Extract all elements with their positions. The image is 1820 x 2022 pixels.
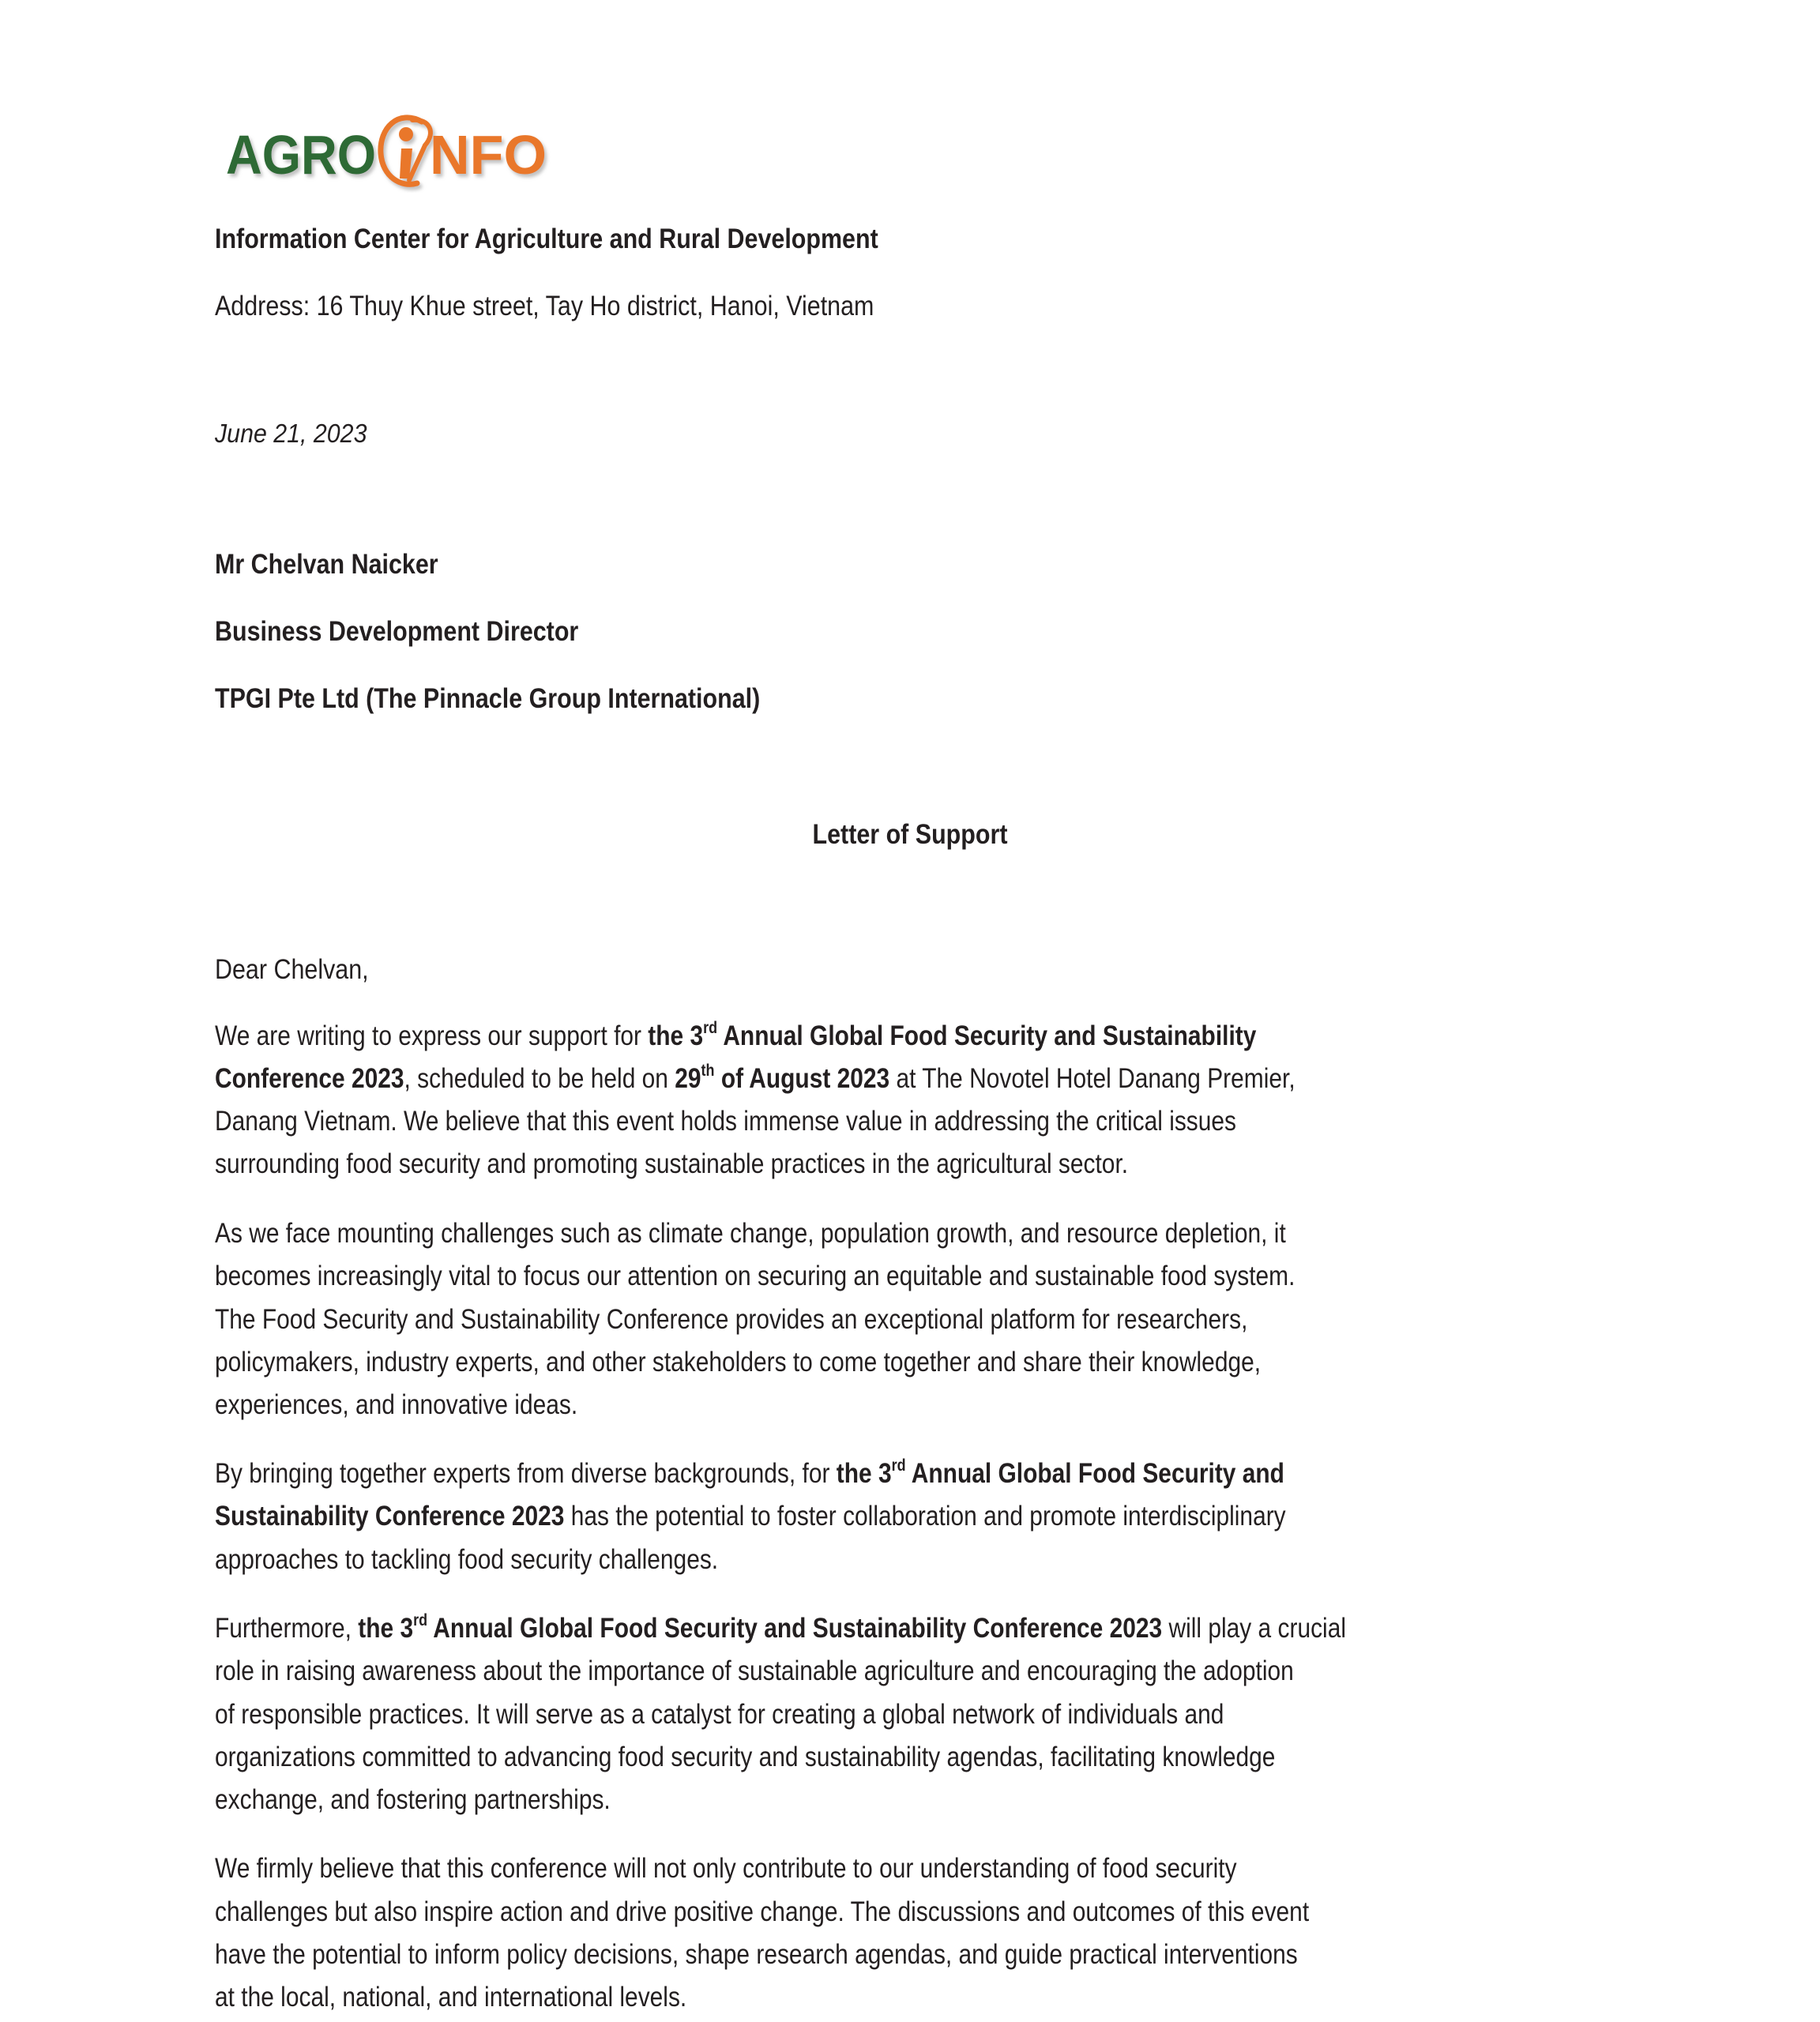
text-run: By bringing together experts from diverse backgrounds, for xyxy=(215,1458,837,1489)
paragraph-line: Danang Vietnam. We believe that this event holds immense value in addressing the critical issues xyxy=(215,1106,1237,1137)
paragraph-line: policymakers, industry experts, and other stakeholders to come together and share their knowledge, xyxy=(215,1347,1262,1377)
conference-name: Conference 2023 xyxy=(215,1063,404,1094)
text-run: 29 xyxy=(675,1063,701,1094)
ordinal-suffix: rd xyxy=(891,1456,906,1475)
text-run: will play a crucial xyxy=(1162,1613,1346,1644)
text-run: We are writing to express our support for xyxy=(215,1020,649,1051)
event-date xyxy=(675,1063,889,1094)
logo-text-nfo: NFO xyxy=(430,124,547,186)
paragraph-line: have the potential to inform policy decisions, shape research agendas, and guide practical interventions xyxy=(215,1939,1298,1970)
recipient-name: Mr Chelvan Naicker xyxy=(215,549,438,580)
text-run: the 3 xyxy=(648,1020,704,1051)
text-run: at The Novotel Hotel Danang Premier, xyxy=(889,1063,1295,1094)
conference-name xyxy=(837,1458,1284,1489)
paragraph-line xyxy=(215,1019,1256,1054)
paragraph-line: experiences, and innovative ideas. xyxy=(215,1389,578,1420)
paragraph-line: exchange, and fostering partnerships. xyxy=(215,1784,611,1815)
agroinfo-logo xyxy=(223,104,555,193)
paragraph-line: organizations committed to advancing food security and sustainability agendas, facilitating knowledge xyxy=(215,1742,1276,1772)
paragraph-line: becomes increasingly vital to focus our attention on securing an equitable and sustainable food system. xyxy=(215,1261,1295,1291)
recipient-title: Business Development Director xyxy=(215,616,579,647)
paragraph-line: The Food Security and Sustainability Conference provides an exceptional platform for researchers, xyxy=(215,1304,1248,1335)
paragraph-line: of responsible practices. It will serve as a catalyst for creating a global network of individuals and xyxy=(215,1699,1224,1730)
paragraph-line xyxy=(215,1456,1284,1491)
agroinfo-logo-graphic xyxy=(223,104,555,193)
info-i-icon xyxy=(381,118,431,184)
text-run: Furthermore, xyxy=(215,1613,359,1644)
letter-date: June 21, 2023 xyxy=(215,419,367,448)
text-run: Annual Global Food Security and Sustainability Conference 2023 xyxy=(427,1613,1163,1644)
paragraph-line xyxy=(215,1062,1295,1096)
conference-name xyxy=(648,1020,1256,1051)
conference-name xyxy=(358,1613,1162,1644)
ordinal-suffix: rd xyxy=(703,1019,718,1038)
text-run: Annual Global Food Security and xyxy=(905,1458,1284,1489)
paragraph-line xyxy=(215,1499,1286,1534)
text-run: Annual Global Food Security and Sustainability xyxy=(717,1020,1257,1051)
paragraph-line xyxy=(215,1611,1346,1646)
salutation: Dear Chelvan, xyxy=(215,954,369,985)
text-run: the 3 xyxy=(836,1458,892,1489)
paragraph-line: at the local, national, and international levels. xyxy=(215,1982,687,2013)
text-run: , scheduled to be held on xyxy=(404,1063,675,1094)
paragraph-line: surrounding food security and promoting sustainable practices in the agricultural sector. xyxy=(215,1148,1129,1179)
text-run: the 3 xyxy=(358,1613,414,1644)
logo-text-agro: AGRO xyxy=(226,124,376,186)
ordinal-suffix: rd xyxy=(413,1611,428,1630)
sender-organization: Information Center for Agriculture and Rural Development xyxy=(215,224,878,254)
paragraph-line: As we face mounting challenges such as climate change, population growth, and resource depletion, it xyxy=(215,1218,1286,1249)
text-run: has the potential to foster collaboration and promote interdisciplinary xyxy=(564,1501,1286,1532)
ordinal-suffix: th xyxy=(701,1062,715,1081)
paragraph-line: role in raising awareness about the importance of sustainable agriculture and encouraging the adoption xyxy=(215,1656,1294,1686)
paragraph-line: challenges but also inspire action and drive positive change. The discussions and outcomes of this event xyxy=(215,1896,1310,1927)
paragraph-line: We firmly believe that this conference will not only contribute to our understanding of food security xyxy=(215,1853,1237,1884)
paragraph-line: approaches to tackling food security challenges. xyxy=(215,1544,719,1575)
sender-address: Address: 16 Thuy Khue street, Tay Ho district, Hanoi, Vietnam xyxy=(215,291,874,321)
recipient-company: TPGI Pte Ltd (The Pinnacle Group International) xyxy=(215,683,761,714)
conference-name: Sustainability Conference 2023 xyxy=(215,1501,565,1532)
text-run: of August 2023 xyxy=(714,1063,890,1094)
letter-subject: Letter of Support xyxy=(812,819,1008,850)
